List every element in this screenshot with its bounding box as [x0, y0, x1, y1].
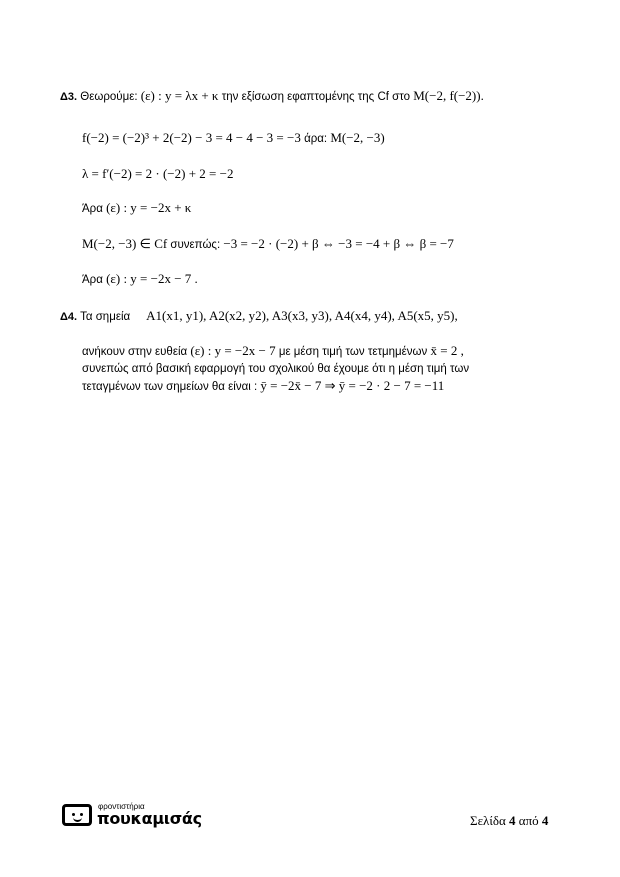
page-total: 4	[541, 813, 549, 828]
d4-mean-y: ȳ = −2x̄ − 7 ⇒ ȳ = −2 · 2 − 7 = −11	[260, 378, 445, 393]
page-of: από	[518, 813, 539, 828]
page-number	[470, 813, 548, 829]
d4-line-eq: (ε) : y = −2x − 7	[190, 343, 276, 358]
d3-point: M(−2, f(−2)).	[413, 88, 484, 103]
d3-tangent-partial: (ε) : y = −2x + κ	[106, 200, 192, 215]
d3-intro-line	[60, 88, 484, 105]
d3-beta-line	[82, 236, 454, 253]
page-current: 4	[509, 813, 516, 828]
d3-cf: Cf	[377, 91, 389, 103]
page-word: Σελίδα	[470, 813, 506, 828]
d4-points-line	[60, 308, 458, 325]
d4-mean-text: με μέση τιμή των τετμημένων	[278, 346, 428, 358]
d4-mean-y-line	[82, 378, 444, 395]
d3-therefore2: συνεπώς:	[170, 239, 221, 251]
d3-tangent-final-line	[82, 271, 198, 288]
d3-intro-rest: την εξίσωση εφαπτομένης της	[221, 91, 375, 103]
d3-therefore: άρα:	[304, 133, 328, 145]
d3-f-value: f(−2) = (−2)³ + 2(−2) − 3 = 4 − 4 − 3 = −3	[82, 130, 301, 145]
d3-f-value-line	[82, 130, 385, 147]
d3-tangent-final: (ε) : y = −2x − 7 .	[106, 271, 198, 286]
d4-points-intro: Τα σημεία	[80, 311, 131, 323]
d3-at: στο	[392, 91, 411, 103]
d4-mean-x: x̄ = 2 ,	[430, 343, 464, 358]
d3-ara2: Άρα	[82, 274, 103, 286]
logo-big-text: πουκαμισάς	[97, 809, 202, 828]
d3-label: Δ3.	[60, 91, 78, 103]
d4-label: Δ4.	[60, 311, 78, 323]
d3-intro: Θεωρούμε:	[80, 91, 138, 103]
d3-point-m: M(−2, −3)	[330, 130, 385, 145]
d3-tangent-def: (ε) : y = λx + κ	[140, 88, 219, 103]
d4-consequence-line	[82, 361, 469, 377]
d3-tangent-partial-line	[82, 200, 191, 217]
d3-lambda-eq: λ = f′(−2) = 2 · (−2) + 2 = −2	[82, 166, 234, 181]
d3-ara1: Άρα	[82, 203, 103, 215]
d3-m-in-cf: M(−2, −3) ∈ Cf	[82, 236, 168, 251]
logo-small-text: φροντιστήρια	[98, 802, 145, 811]
d3-lambda-line	[82, 166, 233, 183]
d4-consequence: συνεπώς από βασική εφαρμογή του σχολικού θα έχουμε ότι η μέση τιμή των	[82, 363, 470, 375]
d3-beta-eq: −3 = −2 · (−2) + β ⇔ −3 = −4 + β ⇔ β = −7	[223, 236, 454, 251]
logo-smile	[73, 815, 82, 822]
footer-logo	[60, 800, 260, 840]
d4-points: A1(x1, y1), A2(x2, y2), A3(x3, y3), A4(x4, y4), A5(x5, y5),	[146, 308, 458, 323]
d4-belong-text: ανήκουν στην ευθεία	[82, 346, 188, 358]
d4-ordinates-text: τεταγμένων των σημείων θα είναι :	[82, 381, 258, 393]
d4-line-eq-line	[82, 343, 464, 360]
logo-face-icon	[62, 804, 92, 826]
